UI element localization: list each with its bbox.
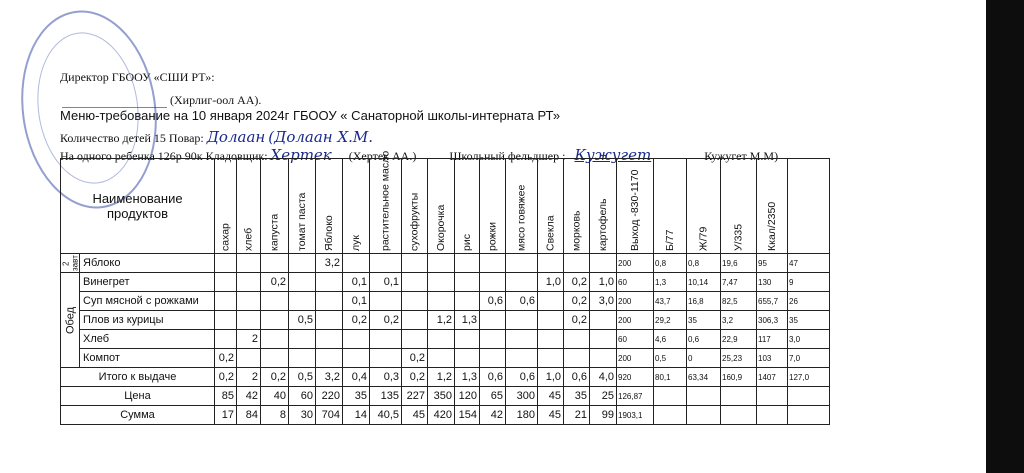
table-cell: [564, 330, 590, 349]
table-cell: 43,7: [654, 292, 687, 311]
table-cell: 1,3: [455, 311, 480, 330]
table-cell: 45: [538, 387, 564, 406]
document-title: Меню-требование на 10 января 2024г ГБООУ « Санаторной школы-интерната РТ»: [60, 108, 561, 123]
table-cell: 227: [402, 387, 428, 406]
table-cell: [428, 349, 455, 368]
storekeeper-name: (Хертек АА.): [348, 149, 417, 163]
table-cell: [370, 292, 402, 311]
table-cell: [506, 254, 538, 273]
column-header: растительное масло: [370, 159, 402, 254]
column-header: Свекла: [538, 159, 564, 254]
column-header: картофель: [590, 159, 617, 254]
table-cell: [590, 254, 617, 273]
table-cell: [261, 292, 289, 311]
table-cell: [506, 349, 538, 368]
table-cell: [788, 406, 830, 425]
table-cell: 82,5: [721, 292, 757, 311]
table-cell: 16,8: [687, 292, 721, 311]
table-cell: 63,34: [687, 368, 721, 387]
table-cell: [316, 349, 343, 368]
table-cell: 29,2: [654, 311, 687, 330]
total-row: [61, 368, 830, 387]
column-header: сахар: [215, 159, 237, 254]
table-cell: [455, 292, 480, 311]
table-cell: 200: [617, 254, 654, 273]
table-cell: [757, 387, 788, 406]
table-cell: 1,2: [428, 368, 455, 387]
table-cell: 45: [538, 406, 564, 425]
table-cell: 0,2: [215, 349, 237, 368]
table-cell: 220: [316, 387, 343, 406]
children-count-line: Количество детей 15 Повар:: [60, 131, 204, 145]
table-cell: 0,8: [687, 254, 721, 273]
table-cell: [316, 292, 343, 311]
table-cell: 200: [617, 349, 654, 368]
table-cell: 1903,1: [617, 406, 654, 425]
products-header: Наименование продуктов: [61, 159, 215, 254]
table-cell: 154: [455, 406, 480, 425]
table-cell: [316, 273, 343, 292]
table-cell: 3,2: [316, 368, 343, 387]
table-cell: [590, 349, 617, 368]
table-cell: 103: [757, 349, 788, 368]
row-name: Хлеб: [80, 330, 215, 349]
table-cell: 45: [402, 406, 428, 425]
table-cell: [215, 330, 237, 349]
table-cell: [289, 273, 316, 292]
row-name: Плов из курицы: [80, 311, 215, 330]
table-cell: [428, 292, 455, 311]
table-cell: [480, 273, 506, 292]
table-cell: 0,2: [564, 273, 590, 292]
table-cell: 200: [617, 292, 654, 311]
table-cell: 0: [687, 349, 721, 368]
table-cell: 0,1: [370, 273, 402, 292]
table-cell: [538, 292, 564, 311]
table-cell: [564, 254, 590, 273]
table-cell: 300: [506, 387, 538, 406]
table-cell: [289, 330, 316, 349]
table-cell: 350: [428, 387, 455, 406]
row-name: Цена: [61, 387, 215, 406]
table-cell: 655,7: [757, 292, 788, 311]
table-cell: [215, 273, 237, 292]
table-cell: 0,6: [687, 330, 721, 349]
medic-name: Кужугет М.М): [704, 149, 779, 163]
table-cell: 0,6: [480, 292, 506, 311]
column-header: морковь: [564, 159, 590, 254]
table-cell: 47: [788, 254, 830, 273]
table-cell: [289, 349, 316, 368]
table-cell: 60: [617, 330, 654, 349]
director-name: (Хирлиг-оол АА).: [170, 93, 262, 107]
section-label-zavtrak: 2 завт: [61, 255, 79, 271]
table-cell: [261, 349, 289, 368]
table-cell: [316, 311, 343, 330]
table-cell: [402, 292, 428, 311]
table-cell: 0,2: [564, 311, 590, 330]
table-cell: [455, 273, 480, 292]
column-header: Окорочка: [428, 159, 455, 254]
table-cell: 0,6: [506, 292, 538, 311]
table-cell: [402, 273, 428, 292]
table-cell: 0,6: [506, 368, 538, 387]
table-cell: [654, 406, 687, 425]
row-name: Суп мясной с рожками: [80, 292, 215, 311]
table-cell: 127,0: [788, 368, 830, 387]
column-header: Б/77: [654, 159, 687, 254]
table-cell: 7,47: [721, 273, 757, 292]
table-cell: 0,1: [343, 273, 370, 292]
table-cell: [237, 273, 261, 292]
table-cell: 30: [289, 406, 316, 425]
table-cell: 85: [215, 387, 237, 406]
table-cell: 0,2: [261, 273, 289, 292]
table-cell: [480, 311, 506, 330]
table-cell: 35: [788, 311, 830, 330]
table-cell: [788, 387, 830, 406]
table-cell: 21: [564, 406, 590, 425]
row-name: Сумма: [61, 406, 215, 425]
table-cell: 35: [343, 387, 370, 406]
table-cell: 42: [237, 387, 261, 406]
table-cell: 920: [617, 368, 654, 387]
column-header: сухофрукты: [402, 159, 428, 254]
table-cell: 60: [617, 273, 654, 292]
table-cell: 25,23: [721, 349, 757, 368]
table-cell: 35: [687, 311, 721, 330]
director-signature: ______________: [62, 90, 167, 108]
table-cell: 4,6: [654, 330, 687, 349]
table-cell: [538, 311, 564, 330]
column-header: томат паста: [289, 159, 316, 254]
storekeeper-signature: Хертек: [270, 146, 332, 164]
table-cell: 3,0: [590, 292, 617, 311]
table-cell: [480, 349, 506, 368]
table-cell: [237, 311, 261, 330]
per-child-line: На одного ребенка 126р 90к Кладовщик:: [60, 149, 268, 163]
table-cell: 26: [788, 292, 830, 311]
table-cell: 306,3: [757, 311, 788, 330]
table-cell: [721, 406, 757, 425]
table-cell: 1,0: [590, 273, 617, 292]
row-name: Компот: [80, 349, 215, 368]
table-cell: [289, 254, 316, 273]
table-cell: [428, 273, 455, 292]
table-cell: 1,2: [428, 311, 455, 330]
table-cell: [343, 349, 370, 368]
column-header: Ккал/2350: [757, 159, 788, 254]
table-cell: 84: [237, 406, 261, 425]
table-cell: [402, 311, 428, 330]
table-cell: 120: [455, 387, 480, 406]
table-cell: 60: [289, 387, 316, 406]
table-cell: 8: [261, 406, 289, 425]
column-header: хлеб: [237, 159, 261, 254]
table-cell: 14: [343, 406, 370, 425]
table-row: [61, 349, 830, 368]
table-cell: [343, 330, 370, 349]
table-cell: 0,5: [289, 311, 316, 330]
medic-label: Школьный фельдшер :: [449, 149, 566, 163]
table-cell: [480, 330, 506, 349]
cook-signature: Долаан: [206, 128, 266, 146]
table-cell: 1,3: [654, 273, 687, 292]
table-cell: 1,0: [538, 273, 564, 292]
table-cell: 25: [590, 387, 617, 406]
table-cell: 160,9: [721, 368, 757, 387]
section-label-obed: Обед: [61, 273, 80, 368]
table-cell: [261, 254, 289, 273]
table-cell: [428, 254, 455, 273]
table-cell: [289, 292, 316, 311]
table-cell: [455, 330, 480, 349]
column-header: У/335: [721, 159, 757, 254]
sum-row: [61, 406, 830, 425]
table-cell: 0,5: [289, 368, 316, 387]
table-cell: 35: [564, 387, 590, 406]
table-row: [61, 330, 830, 349]
table-cell: 0,2: [343, 311, 370, 330]
table-cell: [538, 330, 564, 349]
table-cell: 9: [788, 273, 830, 292]
table-cell: [480, 254, 506, 273]
table-cell: 0,4: [343, 368, 370, 387]
table-row: [61, 311, 830, 330]
table-cell: 420: [428, 406, 455, 425]
table-cell: [506, 311, 538, 330]
column-header: Выход -830-1170: [617, 159, 654, 254]
table-cell: [370, 349, 402, 368]
row-name: Итого к выдаче: [61, 368, 215, 387]
table-cell: 95: [757, 254, 788, 273]
table-cell: [237, 254, 261, 273]
table-cell: 0,6: [564, 368, 590, 387]
table-cell: 1407: [757, 368, 788, 387]
table-cell: [455, 349, 480, 368]
table-cell: 0,1: [343, 292, 370, 311]
table-cell: 10,14: [687, 273, 721, 292]
table-cell: [721, 387, 757, 406]
column-header-empty: [788, 159, 830, 254]
table-cell: 17: [215, 406, 237, 425]
table-header-row: [61, 159, 830, 254]
table-cell: [506, 273, 538, 292]
table-cell: [316, 330, 343, 349]
table-cell: 19,6: [721, 254, 757, 273]
table-cell: 1,0: [538, 368, 564, 387]
table-cell: [428, 330, 455, 349]
table-cell: [455, 254, 480, 273]
table-cell: [215, 292, 237, 311]
table-cell: 0,2: [402, 349, 428, 368]
table-cell: 135: [370, 387, 402, 406]
table-cell: 99: [590, 406, 617, 425]
column-header: рожки: [480, 159, 506, 254]
table-cell: [538, 254, 564, 273]
price-row: [61, 387, 830, 406]
director-line: Директор ГБООУ «СШИ РТ»:: [60, 70, 215, 84]
table-cell: 3,2: [316, 254, 343, 273]
table-cell: [506, 330, 538, 349]
table-cell: [261, 330, 289, 349]
table-cell: [590, 311, 617, 330]
table-cell: [261, 311, 289, 330]
table-row: [61, 273, 830, 292]
table-cell: 0,8: [654, 254, 687, 273]
scan-dark-edge: [986, 0, 1024, 473]
table-cell: 40: [261, 387, 289, 406]
column-header: Яблоко: [316, 159, 343, 254]
table-cell: 0,2: [261, 368, 289, 387]
table-cell: 0,2: [402, 368, 428, 387]
table-cell: [237, 292, 261, 311]
medic-signature: Кужугет: [574, 146, 652, 164]
table-cell: 40,5: [370, 406, 402, 425]
table-cell: 0,3: [370, 368, 402, 387]
table-cell: [402, 254, 428, 273]
table-cell: [654, 387, 687, 406]
table-cell: [215, 254, 237, 273]
table-cell: 126,87: [617, 387, 654, 406]
table-cell: 3,0: [788, 330, 830, 349]
table-cell: [237, 349, 261, 368]
row-name: Винегрет: [80, 273, 215, 292]
table-cell: [687, 387, 721, 406]
table-cell: [215, 311, 237, 330]
table-cell: 3,2: [721, 311, 757, 330]
table-cell: 704: [316, 406, 343, 425]
table-cell: 4,0: [590, 368, 617, 387]
column-header: Ж/79: [687, 159, 721, 254]
table-cell: [343, 254, 370, 273]
table-cell: 22,9: [721, 330, 757, 349]
table-cell: [590, 330, 617, 349]
table-cell: [564, 349, 590, 368]
cook-name: (Долаан Х.М.: [268, 128, 374, 146]
table-cell: 7,0: [788, 349, 830, 368]
table-cell: 65: [480, 387, 506, 406]
table-cell: 80,1: [654, 368, 687, 387]
table-row: [61, 292, 830, 311]
children-count-row: [60, 128, 373, 146]
table-cell: 0,2: [215, 368, 237, 387]
table-cell: 200: [617, 311, 654, 330]
table-cell: [402, 330, 428, 349]
table-cell: [370, 254, 402, 273]
director-signature-row: [62, 90, 261, 108]
table-cell: [538, 349, 564, 368]
table-row: [61, 254, 830, 273]
table-cell: [687, 406, 721, 425]
table-cell: 0,2: [370, 311, 402, 330]
table-cell: 1,3: [455, 368, 480, 387]
table-cell: [757, 406, 788, 425]
table-cell: 180: [506, 406, 538, 425]
table-cell: 0,5: [654, 349, 687, 368]
table-cell: 2: [237, 330, 261, 349]
table-cell: 130: [757, 273, 788, 292]
column-header: мясо говяжее: [506, 159, 538, 254]
column-header: капуста: [261, 159, 289, 254]
table-cell: [370, 330, 402, 349]
column-header: лук: [343, 159, 370, 254]
table-cell: 0,2: [564, 292, 590, 311]
row-name: Яблоко: [80, 254, 215, 273]
table-cell: 117: [757, 330, 788, 349]
table-cell: 42: [480, 406, 506, 425]
table-cell: 0,6: [480, 368, 506, 387]
table-cell: 2: [237, 368, 261, 387]
column-header: рис: [455, 159, 480, 254]
